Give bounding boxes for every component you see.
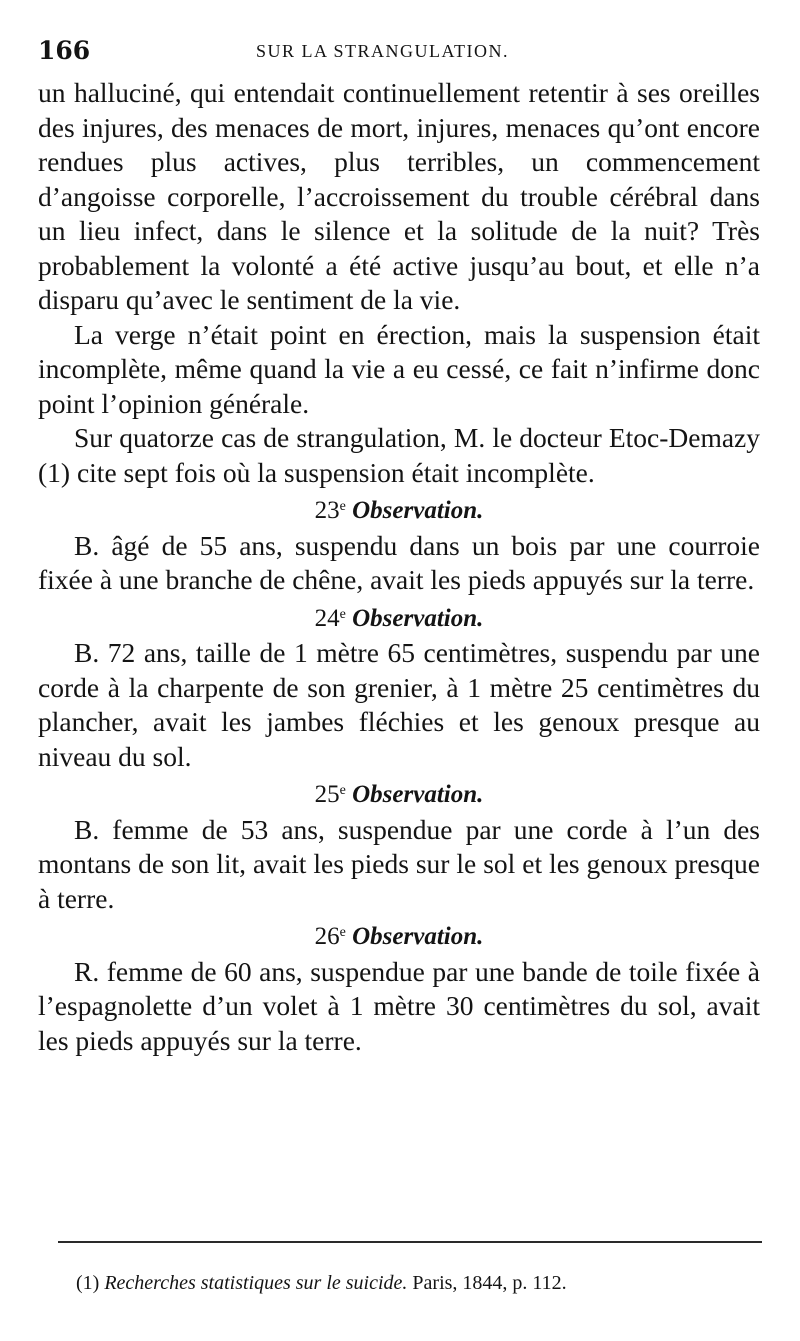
observation-text: B. femme de 53 ans, suspendue par une corde à l’un des montans de son lit, avait les pieds sur le sol et les genoux presque à terre. — [38, 813, 760, 914]
footnote-title: Recherches statistiques sur le suicide. — [104, 1272, 408, 1294]
observation-text: R. femme de 60 ans, suspendue par une bande de toile fixée à l’espagnolette d’un volet à 1 mètre 30 centimètres du sol, avait les pieds appuyés sur la terre. — [38, 955, 760, 1056]
observation-number: 26 — [314, 923, 340, 950]
running-title: SUR LA STRANGULATION. — [256, 41, 510, 61]
observation-number: 25 — [314, 781, 340, 808]
ordinal-suffix: e — [339, 499, 346, 514]
observation-heading — [38, 490, 760, 529]
observation-label: Observation. — [352, 604, 484, 632]
footnote-divider — [58, 1241, 762, 1243]
footnote-reference: (1) — [38, 456, 71, 488]
paragraph-text: cite sept fois où la suspension était incomplète. — [70, 456, 595, 488]
observation-heading — [38, 598, 760, 637]
paragraph: un halluciné, qui entendait continuellement retentir à ses oreilles des injures, des menaces de mort, injures, menaces qu’ont encore rendues plus actives, plus terribles, un commencement d’angoisse corporelle, l’accroissement du trouble cérébral dans un lieu infect, dans le silence et la solitude de la nuit? Très probablement la volonté a été active jusqu’au bout, et elle n’a disparu qu’avec le sentiment de la vie. — [38, 77, 760, 315]
paragraph: La verge n’était point en érection, mais la suspension était incomplète, même quand la vie a eu cessé, ce fait n’infirme donc point l’opinion générale. — [38, 318, 760, 419]
ordinal-suffix: e — [339, 783, 346, 798]
footnote — [76, 1272, 567, 1295]
observation-text: B. âgé de 55 ans, suspendu dans un bois par une courroie fixée à une branche de chêne, avait les pieds appuyés sur la terre. — [38, 529, 760, 595]
observation-number: 24 — [314, 604, 340, 632]
page-number: 166 — [38, 36, 91, 65]
ordinal-suffix: e — [339, 606, 346, 622]
observation-number: 23 — [314, 497, 340, 524]
ordinal-suffix: e — [339, 925, 346, 940]
observation-label: Observation. — [352, 497, 484, 524]
observation-text: B. 72 ans, taille de 1 mètre 65 centimètres, suspendu par une corde à la charpente de son grenier, à 1 mètre 25 centimètres du plancher, avait les jambes fléchies et les genoux presque au niveau du sol. — [38, 637, 760, 772]
body-text — [38, 76, 760, 1058]
footnote-marker: (1) — [76, 1272, 100, 1294]
paragraph-text: Sur quatorze cas de strangulation, M. le docteur Etoc-Demazy — [74, 422, 760, 453]
observation-label: Observation. — [352, 781, 484, 808]
observation-heading — [38, 916, 760, 955]
footnote-citation: Paris, 1844, p. 112. — [412, 1272, 567, 1294]
page-header — [38, 36, 762, 70]
observation-heading — [38, 774, 760, 813]
paragraph — [38, 421, 760, 490]
observation-label: Observation. — [352, 923, 484, 950]
